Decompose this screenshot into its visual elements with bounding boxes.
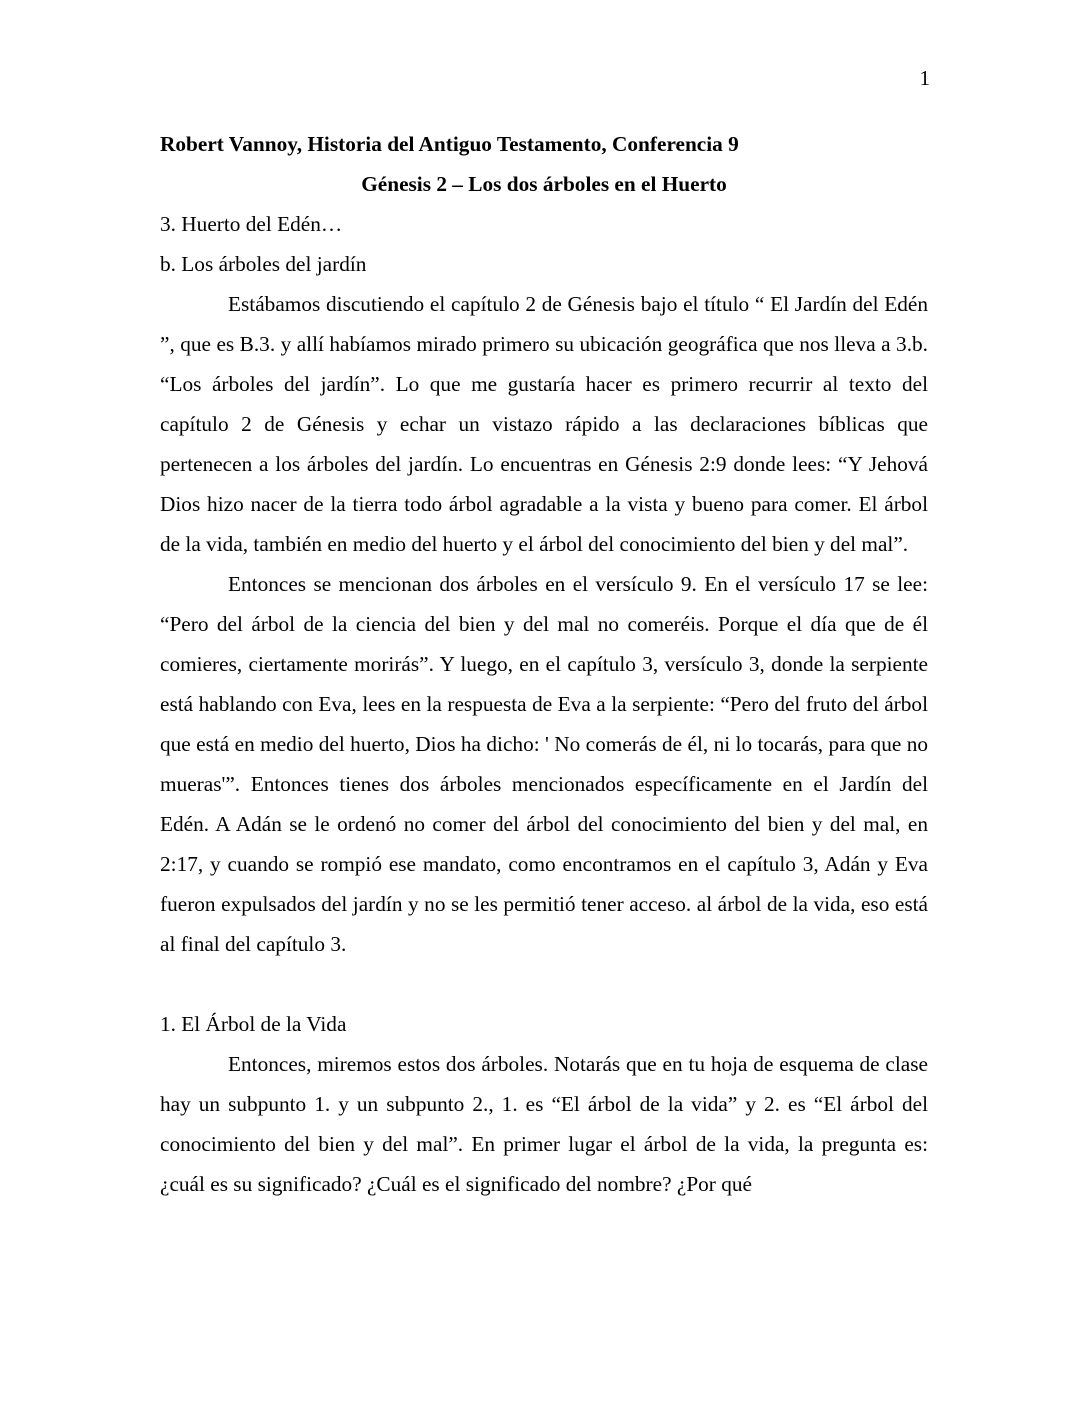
page-number: 1: [919, 66, 930, 90]
document-subtitle: Génesis 2 – Los dos árboles en el Huerto: [361, 172, 727, 196]
section-heading-tree-of-life: 1. El Árbol de la Vida: [160, 1012, 347, 1036]
document-body: [160, 124, 928, 1204]
section-heading-garden: 3. Huerto del Edén…: [160, 212, 343, 236]
paragraph: Entonces, miremos estos dos árboles. Notarás que en tu hoja de esquema de clase hay un subpunto 1. y un subpunto 2., 1. es “El árbol de la vida” y 2. es “El árbol del conocimiento del bien y del mal”. En primer lugar el árbol de la vida, la pregunta es: ¿cuál es su significado? ¿Cuál es el significado del nombre? ¿Por qué: [160, 1052, 928, 1196]
paragraph: Entonces se mencionan dos árboles en el versículo 9. En el versículo 17 se lee: “Pero del árbol de la ciencia del bien y del mal no comeréis. Porque el día que de él comieres, ciertamente morirás”. Y luego, en el capítulo 3, versículo 3, donde la serpiente está hablando con Eva, lees en la respuesta de Eva a la serpiente: “Pero del fruto del árbol que está en medio del huerto, Dios ha dicho: ' No comerás de él, ni lo tocarás, para que no mueras'”. Entonces tienes dos árboles mencionados específicamente en el Jardín del Edén. A Adán se le ordenó no comer del árbol del conocimiento del bien y del mal, en 2:17, y cuando se rompió ese mandato, como encontramos en el capítulo 3, Adán y Eva fueron expulsados del jardín y no se les permitió tener acceso. al árbol de la vida, eso está al final del capítulo 3.: [160, 572, 928, 956]
document-title: Robert Vannoy, Historia del Antiguo Testamento, Conferencia 9: [160, 132, 739, 156]
section-heading-trees: b. Los árboles del jardín: [160, 252, 367, 276]
section-spacer: [160, 964, 928, 1004]
paragraph: Estábamos discutiendo el capítulo 2 de Génesis bajo el título “ El Jardín del Edén ”, que es B.3. y allí habíamos mirado primero su ubicación geográfica que nos lleva a 3.b. “Los árboles del jardín”. Lo que me gustaría hacer es primero recurrir al texto del capítulo 2 de Génesis y echar un vistazo rápido a las declaraciones bíblicas que pertenecen a los árboles del jardín. Lo encuentras en Génesis 2:9 donde lees: “Y Jehová Dios hizo nacer de la tierra todo árbol agradable a la vista y bueno para comer. El árbol de la vida, también en medio del huerto y el árbol del conocimiento del bien y del mal”.: [160, 292, 928, 556]
